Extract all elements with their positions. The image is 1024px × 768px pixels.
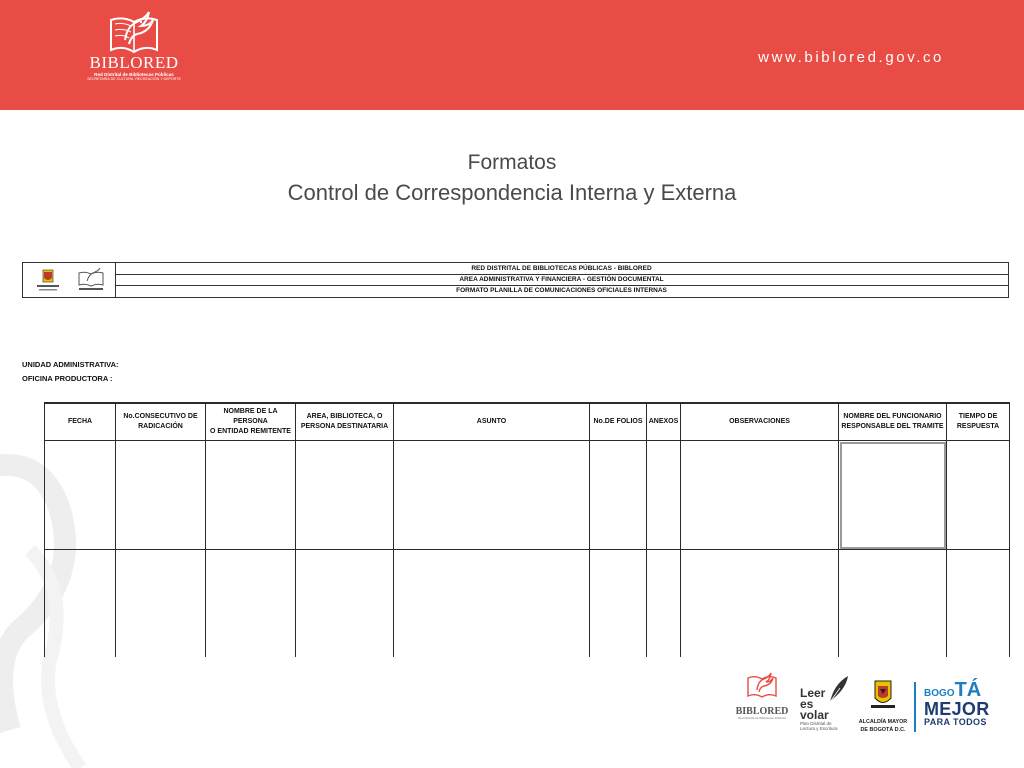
table-cell[interactable] [296,550,394,658]
table-cell[interactable] [296,441,394,550]
footer-biblored-sub: Red Distrital de Bibliotecas Públicas [737,716,787,720]
logo-subtitle-2: SECRETARÍA DE CULTURA, RECREACIÓN Y DEPORTE [87,77,181,82]
logo-subtitle: Red Distrital de Bibliotecas Públicas [94,72,174,77]
unidad-administrativa-label: UNIDAD ADMINISTRATIVA: [22,360,119,369]
table-cell[interactable] [45,441,116,550]
coat-of-arms-icon [35,268,61,292]
form-header [22,262,1009,298]
col-folios[interactable]: No.DE FOLIOS [590,403,647,441]
alcaldia-line-2: DE BOGOTÁ D.C. [860,727,906,733]
form-header-logos [23,263,116,297]
volar-word: volar [800,708,829,722]
form-header-row-2: AREA ADMINISTRATIVA Y FINANCIERA - GESTIÓN DOCUMENTAL [115,274,1008,286]
table-cell[interactable] [116,550,206,658]
footer-biblored-logo[interactable] [732,672,792,738]
table-cell[interactable] [45,550,116,658]
table-cell[interactable] [647,441,681,550]
col-destinataria[interactable]: AREA, BIBLIOTECA, O PERSONA DESTINATARIA [296,403,394,441]
biblored-mini-logo-icon [75,267,107,293]
alcaldia-logo[interactable] [854,678,912,738]
coat-of-arms-icon [868,678,898,712]
biblored-logo[interactable] [78,10,190,98]
bogota-mejor-logo[interactable] [924,680,1002,736]
table-cell[interactable] [590,441,647,550]
form-header-row-3: FORMATO PLANILLA DE COMUNICACIONES OFICIALES INTERNAS [456,287,667,294]
table-cell[interactable] [839,550,947,658]
logo-name: BIBLORED [89,53,179,72]
mejor-word: MEJOR [924,699,990,719]
col-anexos[interactable]: ANEXOS [647,403,681,441]
table-cell[interactable] [206,550,296,658]
col-tiempo[interactable]: TIEMPO DE RESPUESTA [947,403,1010,441]
table-cell[interactable] [394,441,590,550]
oficina-productora-label: OFICINA PRODUCTORA : [22,374,113,383]
para-todos-word: PARA TODOS [924,717,987,727]
footer-biblored-name: BIBLORED [735,706,789,717]
correspondence-table [44,402,1010,657]
footer-logos [732,672,1002,740]
table-cell[interactable] [947,441,1010,550]
col-funcionario[interactable]: NOMBRE DEL FUNCIONARIO RESPONSABLE DEL TRAMITE [839,403,947,441]
table-cell[interactable] [681,441,839,550]
header-band [0,0,1024,110]
form-header-row-1: RED DISTRITAL DE BIBLIOTECAS PÚBLICAS - BIBLORED [115,263,1008,275]
table-cell[interactable] [681,550,839,658]
bogota-word [924,680,1002,700]
title-line-1: Formatos [467,151,557,174]
selected-cell[interactable] [839,441,947,550]
leer-word: Leer [800,686,826,700]
table-cell[interactable] [206,441,296,550]
bogota-accent: TÁ [954,679,982,701]
book-bird-icon [105,10,163,56]
alcaldia-line-1: ALCALDÍA MAYOR [858,719,908,725]
book-bird-icon [745,672,779,702]
leer-es-volar-logo[interactable] [800,674,858,738]
es-word: es [800,697,814,711]
slide-title [0,148,1024,208]
title-line-2: Control de Correspondencia Interna y Externa [287,180,737,205]
col-observaciones[interactable]: OBSERVACIONES [681,403,839,441]
col-remitente[interactable]: NOMBRE DE LA PERSONA O ENTIDAD REMITENTE [206,403,296,441]
bogota-main: BOGO [924,688,955,699]
table-cell[interactable] [394,550,590,658]
table-header-row [45,403,1010,441]
footer-divider [914,682,916,732]
table-cell[interactable] [647,550,681,658]
website-url[interactable]: www.biblored.gov.co [758,49,944,66]
table-cell[interactable] [947,550,1010,658]
table-row [45,441,1010,550]
table-cell[interactable] [590,550,647,658]
col-consecutivo[interactable]: No.CONSECUTIVO DE RADICACIÓN [116,403,206,441]
col-fecha[interactable]: FECHA [45,403,116,441]
col-asunto[interactable]: ASUNTO [394,403,590,441]
leer-subtitle: Plan Distrital de Lectura y Escritura [800,721,838,731]
table-cell[interactable] [116,441,206,550]
table-row [45,550,1010,658]
